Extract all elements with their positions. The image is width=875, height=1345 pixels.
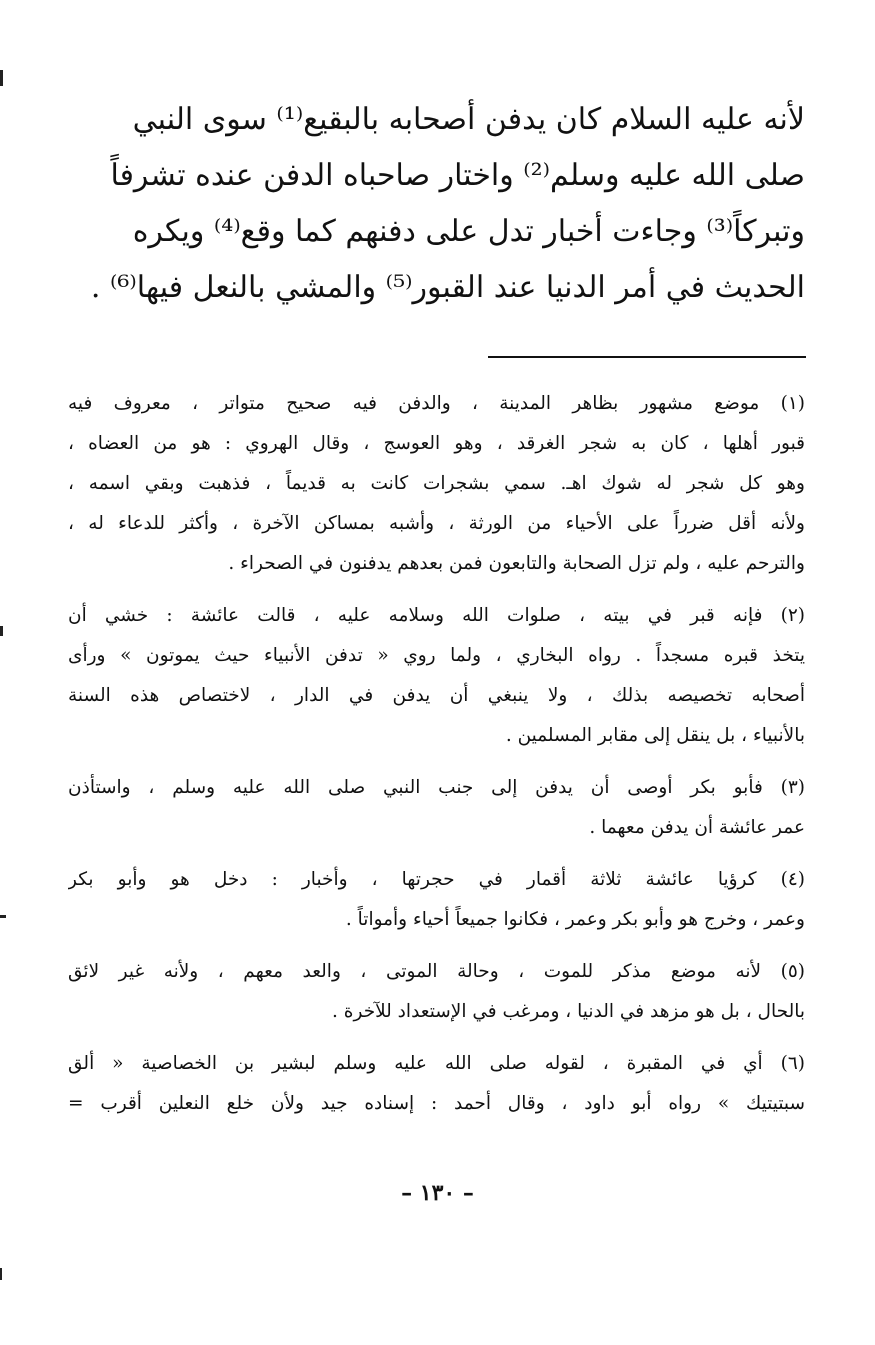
footnotes-block — [68, 384, 805, 1136]
footnote-line: أصحابه تخصيصه بذلك ، ولا ينبغي أن يدفن في الدار ، لاختصاص هذه السنة — [68, 685, 805, 706]
main-text-line: لأنه عليه السلام كان يدفن أصحابه بالبقيع⁽¹⁾ سوى النبي — [132, 102, 805, 137]
main-text-line: الحديث في أمر الدنيا عند القبور⁽⁵⁾ والمشي بالنعل فيها⁽⁶⁾ . — [90, 270, 805, 305]
scan-edge-mark — [0, 1268, 2, 1280]
footnote-line: عمر عائشة أن يدفن معهما . — [589, 817, 805, 838]
main-text-block — [70, 92, 805, 316]
footnote-line: وعمر ، وخرج هو وأبو بكر وعمر ، فكانوا جميعاً أحياء وأمواتاً . — [345, 909, 805, 930]
footnote-separator-rule — [488, 356, 806, 358]
footnote-line: (٣) فأبو بكر أوصى أن يدفن إلى جنب النبي صلى الله عليه وسلم ، واستأذن — [68, 777, 805, 798]
footnote-line: (٤) كرؤيا عائشة ثلاثة أقمار في حجرتها ، وأخبار : دخل هو وأبو بكر — [68, 869, 805, 890]
main-text-line: صلى الله عليه وسلم⁽²⁾ واختار صاحباه الدفن عنده تشرفاً — [110, 158, 805, 193]
footnote-5 — [68, 952, 805, 1032]
footnote-line: (١) موضع مشهور بظاهر المدينة ، والدفن فيه صحيح متواتر ، معروف فيه — [68, 393, 805, 414]
scan-edge-mark — [0, 70, 3, 86]
footnote-line: والترحم عليه ، ولم تزل الصحابة والتابعون فمن بعدهم يدفنون في الصحراء . — [228, 553, 805, 574]
footnote-line: يتخذ قبره مسجداً . رواه البخاري ، ولما روي « تدفن الأنبياء حيث يموتون » ورأى — [68, 645, 805, 666]
footnote-line: (٢) فإنه قبر في بيته ، صلوات الله وسلامه عليه ، قالت عائشة : خشي أن — [68, 605, 805, 626]
footnote-line: ولأنه أقل ضرراً على الأحياء من الورثة ، وأشبه بمساكن الآخرة ، وأكثر للدعاء له ، — [68, 513, 805, 534]
footnote-1 — [68, 384, 805, 584]
footnote-line: (٥) لأنه موضع مذكر للموت ، وحالة الموتى ، والعد معهم ، ولأنه غير لائق — [68, 961, 805, 982]
footnote-line: (٦) أي في المقبرة ، لقوله صلى الله عليه وسلم لبشير بن الخصاصية « ألق — [68, 1053, 805, 1074]
footnote-line: بالحال ، بل هو مزهد في الدنيا ، ومرغب في الإستعداد للآخرة . — [332, 1001, 805, 1022]
main-text-line: وتبركاً⁽³⁾ وجاءت أخبار تدل على دفنهم كما وقع⁽⁴⁾ ويكره — [132, 214, 805, 249]
footnote-line: بالأنبياء ، بل ينقل إلى مقابر المسلمين . — [505, 725, 805, 746]
footnote-2 — [68, 596, 805, 756]
scan-edge-mark — [0, 626, 3, 636]
scan-edge-mark — [0, 915, 6, 918]
footnote-6 — [68, 1044, 805, 1124]
footnote-3 — [68, 768, 805, 848]
footnote-line: قبور أهلها ، كان به شجر الغرقد ، وهو العوسج ، وقال الهروي : هو من العضاه ، — [68, 433, 805, 454]
footnote-line: وهو كل شجر له شوك اهـ. سمي بشجرات كانت به قديماً ، فذهبت وبقي اسمه ، — [68, 473, 805, 494]
footnote-line: سبتيتيك » رواه أبو داود ، وقال أحمد : إسناده جيد ولأن خلع النعلين أقرب = — [68, 1093, 805, 1114]
footnote-4 — [68, 860, 805, 940]
page-number: – ١٣٠ – — [401, 1180, 474, 1206]
